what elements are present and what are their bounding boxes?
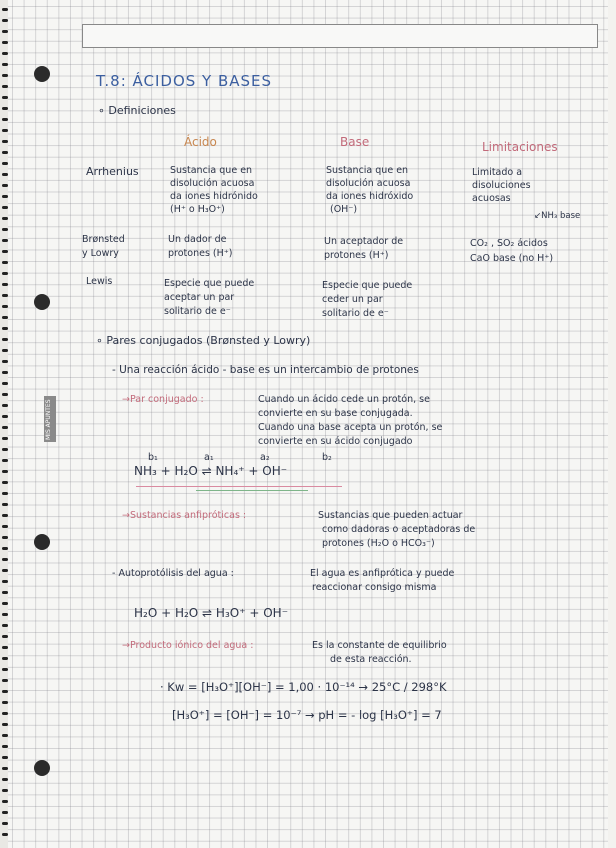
punch-hole	[34, 760, 50, 776]
spiral-ring	[2, 96, 8, 99]
spiral-ring	[2, 294, 8, 297]
par-text-1: Cuando un ácido cede un protón, se	[258, 394, 430, 405]
col-base: Base	[340, 135, 370, 149]
anfi-text-2: como dadoras o aceptadoras de	[322, 524, 476, 535]
arrhenius-acido-2: disolución acuosa	[170, 178, 255, 189]
spiral-ring	[2, 316, 8, 319]
spiral-ring	[2, 800, 8, 803]
spiral-ring	[2, 382, 8, 385]
par-label: →Par conjugado :	[122, 394, 204, 405]
spiral-ring	[2, 514, 8, 517]
spiral-ring	[2, 41, 8, 44]
spiral-ring	[2, 107, 8, 110]
spiral-ring	[2, 63, 8, 66]
punch-hole	[34, 534, 50, 550]
par-text-2: convierte en su base conjugada.	[258, 408, 413, 419]
spiral-ring	[2, 613, 8, 616]
eq-label-b1: b₁	[148, 452, 158, 463]
spiral-ring	[2, 635, 8, 638]
spiral-ring	[2, 536, 8, 539]
anfi-text-3: protones (H₂O o HCO₃⁻)	[322, 538, 435, 549]
spiral-ring	[2, 118, 8, 121]
pair-underline-green	[196, 490, 308, 491]
spiral-ring	[2, 283, 8, 286]
kw-equation: · Kw = [H₃O⁺][OH⁻] = 1,00 · 10⁻¹⁴ → 25°C / 298°K	[160, 680, 447, 694]
eq-label-b2: b₂	[322, 452, 332, 463]
spiral-ring	[2, 338, 8, 341]
spiral-ring	[2, 767, 8, 770]
spiral-ring	[2, 778, 8, 781]
equation-nh3: NH₃ + H₂O ⇌ NH₄⁺ + OH⁻	[134, 464, 288, 478]
arrhenius-lim-3: acuosas	[472, 193, 511, 204]
spiral-ring	[2, 459, 8, 462]
lewis-base-1: Especie que puede	[322, 280, 413, 291]
spiral-ring	[2, 723, 8, 726]
row-label-lewis: Lewis	[86, 276, 113, 287]
lewis-base-3: solitario de e⁻	[322, 308, 389, 319]
ph-equation: [H₃O⁺] = [OH⁻] = 10⁻⁷ → pH = - log [H₃O⁺] = 7	[172, 708, 442, 722]
spiral-ring	[2, 228, 8, 231]
bronsted-acido-2: protones (H⁺)	[168, 248, 233, 259]
spiral-ring	[2, 569, 8, 572]
lewis-base-2: ceder un par	[322, 294, 383, 305]
spiral-ring	[2, 712, 8, 715]
spiral-ring	[2, 734, 8, 737]
spiral-ring	[2, 272, 8, 275]
spiral-ring	[2, 602, 8, 605]
row-label-bronsted-1: Brønsted	[82, 234, 125, 245]
arrhenius-acido-4: (H⁺ o H₃O⁺)	[170, 204, 225, 215]
spiral-ring	[2, 162, 8, 165]
spiral-ring	[2, 503, 8, 506]
spiral-ring	[2, 404, 8, 407]
spiral-ring	[2, 525, 8, 528]
spiral-ring	[2, 140, 8, 143]
row-label-bronsted-2: y Lowry	[82, 248, 119, 259]
anfi-label: →Sustancias anfipróticas :	[122, 510, 247, 521]
col-acido: Ácido	[184, 135, 217, 149]
page-title: T.8: ÁCIDOS Y BASES	[96, 72, 273, 90]
spiral-ring	[2, 789, 8, 792]
spiral-ring	[2, 74, 8, 77]
pair-underline-pink	[136, 486, 342, 487]
spiral-ring	[2, 558, 8, 561]
prod-text-1: Es la constante de equilibrio	[312, 640, 447, 651]
spiral-ring	[2, 305, 8, 308]
spiral-ring	[2, 173, 8, 176]
punch-hole	[34, 66, 50, 82]
spiral-ring	[2, 30, 8, 33]
spiral-ring	[2, 591, 8, 594]
spiral-ring	[2, 349, 8, 352]
spiral-ring	[2, 657, 8, 660]
spiral-ring	[2, 745, 8, 748]
spiral-ring	[2, 371, 8, 374]
bronsted-lim-2: CaO base (no H⁺)	[470, 253, 554, 264]
anfi-text-1: Sustancias que pueden actuar	[318, 510, 463, 521]
spiral-ring	[2, 437, 8, 440]
arrhenius-base-3: da iones hidróxido	[326, 191, 414, 202]
lewis-acido-2: aceptar un par	[164, 292, 235, 303]
auto-label: - Autoprotólisis del agua :	[112, 568, 234, 579]
spiral-ring	[2, 206, 8, 209]
spiral-ring	[2, 701, 8, 704]
bronsted-base-2: protones (H⁺)	[324, 250, 389, 261]
spiral-ring	[2, 668, 8, 671]
section-pares: ∘ Pares conjugados (Brønsted y Lowry)	[96, 334, 311, 347]
arrhenius-lim-1: Limitado a	[472, 167, 523, 178]
spiral-ring	[2, 448, 8, 451]
eq-label-a1: a₁	[204, 452, 214, 463]
spiral-ring	[2, 415, 8, 418]
arrhenius-lim-2: disoluciones	[472, 180, 531, 191]
spiral-ring	[2, 327, 8, 330]
spiral-ring	[2, 580, 8, 583]
spiral-ring	[2, 833, 8, 836]
arrhenius-acido-1: Sustancia que en	[170, 165, 253, 176]
watermark-logo: MIS APUNTES	[44, 396, 56, 442]
spiral-ring	[2, 129, 8, 132]
spiral-ring	[2, 217, 8, 220]
spiral-ring	[2, 261, 8, 264]
spiral-ring	[2, 426, 8, 429]
auto-text-2: reaccionar consigo misma	[312, 582, 437, 593]
par-text-3: Cuando una base acepta un protón, se	[258, 422, 443, 433]
auto-text-1: El agua es anfiprótica y puede	[310, 568, 455, 579]
lewis-acido-1: Especie que puede	[164, 278, 255, 289]
spiral-ring	[2, 195, 8, 198]
lewis-acido-3: solitario de e⁻	[164, 306, 231, 317]
spiral-ring	[2, 492, 8, 495]
eq-label-a2: a₂	[260, 452, 270, 463]
section-definiciones: ∘ Definiciones	[98, 104, 176, 117]
prod-label: →Producto iónico del agua :	[122, 640, 254, 651]
spiral-ring	[2, 624, 8, 627]
spiral-ring	[2, 250, 8, 253]
spiral-ring	[2, 811, 8, 814]
spiral-ring	[2, 85, 8, 88]
header-box	[82, 24, 598, 48]
spiral-ring	[2, 547, 8, 550]
punch-hole	[34, 294, 50, 310]
spiral-ring	[2, 151, 8, 154]
arrhenius-base-1: Sustancia que en	[326, 165, 409, 176]
arrhenius-lim-note: ↙NH₃ base	[534, 211, 581, 221]
spiral-ring	[2, 8, 8, 11]
spiral-ring	[2, 52, 8, 55]
col-limitaciones: Limitaciones	[482, 140, 558, 154]
spiral-ring	[2, 481, 8, 484]
binding-strip	[0, 0, 8, 848]
spiral-ring	[2, 393, 8, 396]
spiral-ring	[2, 239, 8, 242]
reaccion-text: - Una reacción ácido - base es un intercambio de protones	[112, 364, 419, 376]
equation-water: H₂O + H₂O ⇌ H₃O⁺ + OH⁻	[134, 606, 289, 620]
arrhenius-acido-3: da iones hidrónido	[170, 191, 258, 202]
bronsted-lim-1: CO₂ , SO₂ ácidos	[470, 238, 548, 249]
bronsted-acido-1: Un dador de	[168, 234, 227, 245]
spiral-ring	[2, 19, 8, 22]
bronsted-base-1: Un aceptador de	[324, 236, 404, 247]
spiral-ring	[2, 184, 8, 187]
prod-text-2: de esta reacción.	[330, 654, 412, 665]
spiral-ring	[2, 756, 8, 759]
par-text-4: convierte en su ácido conjugado	[258, 436, 413, 447]
spiral-ring	[2, 822, 8, 825]
spiral-ring	[2, 360, 8, 363]
row-label-arrhenius: Arrhenius	[86, 165, 139, 178]
spiral-ring	[2, 679, 8, 682]
spiral-ring	[2, 470, 8, 473]
spiral-ring	[2, 690, 8, 693]
arrhenius-base-4: (OH⁻)	[330, 204, 358, 215]
arrhenius-base-2: disolución acuosa	[326, 178, 411, 189]
spiral-ring	[2, 646, 8, 649]
